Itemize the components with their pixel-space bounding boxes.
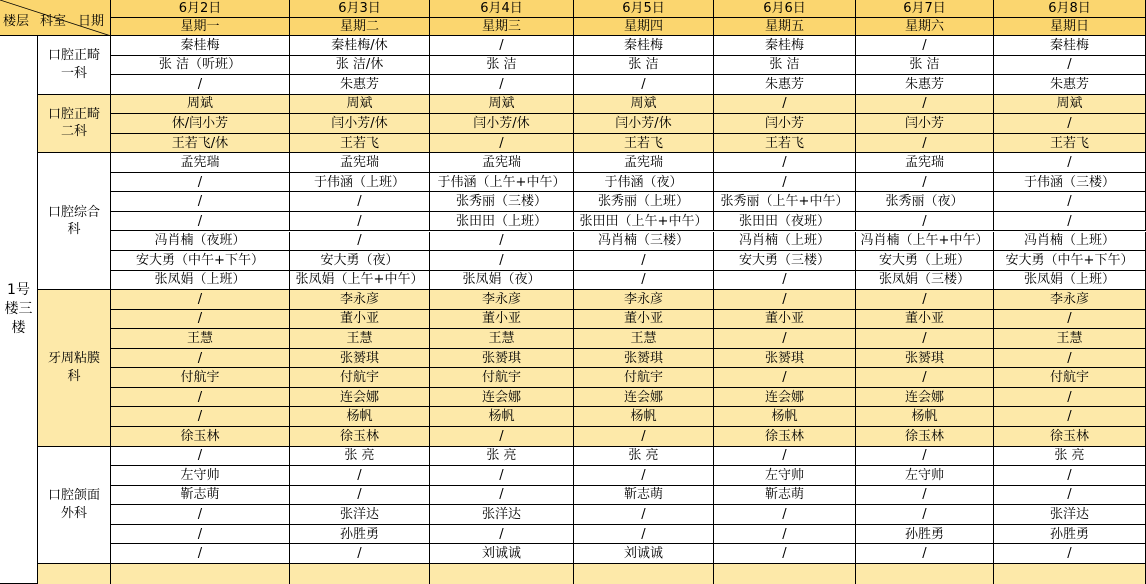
bottom-strip	[994, 564, 1146, 584]
shift-cell: 张洋达	[994, 505, 1146, 525]
shift-cell: /	[111, 192, 290, 212]
bottom-strip	[714, 564, 856, 584]
shift-cell: 徐玉林	[111, 427, 290, 447]
shift-cell: 张 亮	[994, 447, 1146, 467]
bottom-strip	[430, 564, 574, 584]
weekday-header: 星期五	[714, 18, 856, 36]
shift-cell: 朱惠芳	[290, 75, 430, 95]
shift-cell: /	[111, 505, 290, 525]
shift-cell: /	[994, 192, 1146, 212]
shift-cell: 张 洁（听班）	[111, 56, 290, 76]
shift-cell: 冯肖楠（三楼）	[574, 232, 714, 252]
shift-cell: 秦桂梅	[574, 36, 714, 56]
shift-cell: 闫小芳/休	[574, 114, 714, 134]
shift-cell: 张田田（夜班）	[714, 212, 856, 232]
shift-cell: 张 亮	[430, 447, 574, 467]
shift-cell: /	[714, 505, 856, 525]
shift-cell: /	[574, 251, 714, 271]
floor-label: 1号楼三楼	[0, 36, 38, 584]
shift-cell: 董小亚	[714, 310, 856, 330]
department-name: 口腔正畸一科	[38, 36, 111, 95]
shift-cell: /	[574, 505, 714, 525]
shift-cell: /	[430, 232, 574, 252]
shift-cell: 王若飞	[994, 134, 1146, 154]
shift-cell: 徐玉林	[994, 427, 1146, 447]
shift-cell: /	[856, 368, 994, 388]
shift-cell: 安大勇（中午+下午）	[994, 251, 1146, 271]
shift-cell: 张秀丽（上班）	[574, 192, 714, 212]
shift-cell: 孟宪瑞	[430, 153, 574, 173]
shift-cell: 张 洁	[574, 56, 714, 76]
shift-cell: 刘诚诚	[574, 544, 714, 564]
shift-cell: 董小亚	[290, 310, 430, 330]
bottom-strip	[38, 564, 111, 584]
shift-cell: 秦桂梅/休	[290, 36, 430, 56]
shift-cell: 王若飞	[290, 134, 430, 154]
shift-cell: 于伟涵（上午+中午）	[430, 173, 574, 193]
shift-cell: 周斌	[430, 95, 574, 115]
shift-cell: /	[856, 486, 994, 506]
shift-cell: 冯肖楠（上班）	[714, 232, 856, 252]
shift-cell: /	[994, 56, 1146, 76]
shift-cell: /	[574, 271, 714, 291]
shift-cell: 张秀丽（三楼）	[430, 192, 574, 212]
shift-cell: /	[994, 388, 1146, 408]
bottom-strip	[856, 564, 994, 584]
shift-cell: /	[994, 544, 1146, 564]
shift-cell: /	[574, 75, 714, 95]
shift-cell: 冯肖楠（上午+中午）	[856, 232, 994, 252]
shift-cell: 杨帆	[856, 407, 994, 427]
shift-cell: /	[430, 486, 574, 506]
shift-cell: /	[994, 486, 1146, 506]
shift-cell: /	[994, 407, 1146, 427]
date-header: 6月8日	[994, 0, 1146, 18]
shift-cell: /	[290, 544, 430, 564]
shift-cell: 李永彦	[430, 290, 574, 310]
shift-cell: /	[430, 75, 574, 95]
shift-cell: /	[111, 212, 290, 232]
shift-cell: /	[430, 525, 574, 545]
date-header: 6月7日	[856, 0, 994, 18]
shift-cell: 张秀丽（夜）	[856, 192, 994, 212]
shift-cell: /	[856, 95, 994, 115]
shift-cell: 张 洁	[856, 56, 994, 76]
department-name: 口腔综合科	[38, 153, 111, 290]
shift-cell: 李永彦	[574, 290, 714, 310]
shift-cell: /	[714, 525, 856, 545]
shift-cell: /	[574, 427, 714, 447]
shift-cell: 张 洁/休	[290, 56, 430, 76]
shift-cell: 付航宇	[994, 368, 1146, 388]
shift-cell: 朱惠芳	[994, 75, 1146, 95]
shift-cell: 闫小芳	[714, 114, 856, 134]
shift-cell: 王慧	[994, 329, 1146, 349]
shift-cell: 杨帆	[290, 407, 430, 427]
shift-cell: /	[111, 544, 290, 564]
shift-cell: 于伟涵（上班）	[290, 173, 430, 193]
shift-cell: 王若飞	[574, 134, 714, 154]
shift-cell: 张 洁	[430, 56, 574, 76]
shift-cell: 周斌	[111, 95, 290, 115]
bottom-strip	[111, 564, 290, 584]
shift-cell: 张凤娟（夜）	[430, 271, 574, 291]
shift-cell: 张凤娟（三楼）	[856, 271, 994, 291]
shift-cell: /	[714, 290, 856, 310]
shift-cell: /	[856, 134, 994, 154]
shift-cell: /	[856, 212, 994, 232]
date-header: 6月4日	[430, 0, 574, 18]
shift-cell: 左守帅	[111, 466, 290, 486]
shift-cell: 董小亚	[856, 310, 994, 330]
shift-cell: /	[430, 427, 574, 447]
shift-cell: /	[574, 525, 714, 545]
shift-cell: 付航宇	[574, 368, 714, 388]
shift-cell: /	[111, 388, 290, 408]
shift-cell: 闫小芳	[856, 114, 994, 134]
shift-cell: 靳志萌	[574, 486, 714, 506]
shift-cell: /	[714, 329, 856, 349]
shift-cell: /	[856, 447, 994, 467]
shift-cell: 张赟琪	[290, 349, 430, 369]
shift-cell: 董小亚	[430, 310, 574, 330]
department-name: 口腔正畸二科	[38, 95, 111, 154]
shift-cell: /	[856, 36, 994, 56]
shift-cell: 安大勇（夜）	[290, 251, 430, 271]
shift-cell: 张赟琪	[574, 349, 714, 369]
shift-cell: 杨帆	[574, 407, 714, 427]
shift-cell: 冯肖楠（上班）	[994, 232, 1146, 252]
shift-cell: 董小亚	[574, 310, 714, 330]
shift-cell: /	[111, 447, 290, 467]
bottom-strip	[290, 564, 430, 584]
shift-cell: /	[111, 290, 290, 310]
weekday-header: 星期四	[574, 18, 714, 36]
shift-cell: 秦桂梅	[714, 36, 856, 56]
shift-cell: 付航宇	[290, 368, 430, 388]
shift-cell: /	[856, 290, 994, 310]
shift-cell: 徐玉林	[290, 427, 430, 447]
shift-cell: /	[994, 153, 1146, 173]
shift-cell: 朱惠芳	[714, 75, 856, 95]
shift-cell: /	[714, 368, 856, 388]
shift-cell: 张田田（上午+中午）	[574, 212, 714, 232]
shift-cell: /	[994, 310, 1146, 330]
shift-cell: 连会娜	[714, 388, 856, 408]
shift-cell: 于伟涵（夜）	[574, 173, 714, 193]
corner-label: 科室	[40, 14, 67, 29]
corner-header	[0, 0, 111, 36]
shift-cell: 孟宪瑞	[856, 153, 994, 173]
weekday-header: 星期二	[290, 18, 430, 36]
shift-cell: 王若飞	[714, 134, 856, 154]
corner-label: 日期	[78, 14, 105, 29]
shift-cell: 周斌	[994, 95, 1146, 115]
shift-cell: 靳志萌	[714, 486, 856, 506]
department-name: 口腔颌面外科	[38, 447, 111, 564]
shift-cell: 秦桂梅	[111, 36, 290, 56]
shift-cell: 秦桂梅	[994, 36, 1146, 56]
bottom-strip	[574, 564, 714, 584]
shift-cell: 张洋达	[430, 505, 574, 525]
shift-cell: /	[994, 114, 1146, 134]
shift-cell: 张凤娟（上午+中午）	[290, 271, 430, 291]
shift-cell: /	[290, 466, 430, 486]
shift-cell: 王慧	[111, 329, 290, 349]
shift-cell: 闫小芳/休	[430, 114, 574, 134]
shift-cell: /	[111, 407, 290, 427]
weekday-header: 星期六	[856, 18, 994, 36]
weekday-header: 星期一	[111, 18, 290, 36]
shift-cell: 连会娜	[430, 388, 574, 408]
shift-cell: 张田田（上班）	[430, 212, 574, 232]
shift-cell: 连会娜	[574, 388, 714, 408]
shift-cell: 安大勇（中午+下午）	[111, 251, 290, 271]
shift-cell: /	[856, 329, 994, 349]
shift-cell: 张 亮	[574, 447, 714, 467]
shift-cell: /	[290, 192, 430, 212]
shift-cell: /	[856, 173, 994, 193]
shift-cell: 张赟琪	[856, 349, 994, 369]
shift-cell: 张 洁	[714, 56, 856, 76]
shift-cell: 孙胜勇	[994, 525, 1146, 545]
shift-cell: 刘诚诚	[430, 544, 574, 564]
shift-cell: 王慧	[574, 329, 714, 349]
shift-cell: 张凤娟（上班）	[111, 271, 290, 291]
shift-cell: 孟宪瑞	[290, 153, 430, 173]
shift-cell: 孟宪瑞	[574, 153, 714, 173]
shift-cell: 李永彦	[290, 290, 430, 310]
shift-cell: 张洋达	[290, 505, 430, 525]
shift-cell: 王慧	[430, 329, 574, 349]
shift-cell: 孟宪瑞	[111, 153, 290, 173]
weekday-header: 星期日	[994, 18, 1146, 36]
shift-cell: 徐玉林	[714, 427, 856, 447]
shift-cell: 左守帅	[856, 466, 994, 486]
shift-cell: 徐玉林	[856, 427, 994, 447]
shift-cell: 张秀丽（上午+中午）	[714, 192, 856, 212]
shift-cell: 休/闫小芳	[111, 114, 290, 134]
shift-cell: /	[856, 544, 994, 564]
shift-cell: /	[111, 310, 290, 330]
date-header: 6月6日	[714, 0, 856, 18]
shift-cell: 王慧	[290, 329, 430, 349]
shift-cell: 杨帆	[714, 407, 856, 427]
shift-cell: 于伟涵（三楼）	[994, 173, 1146, 193]
shift-cell: 张凤娟（上班）	[994, 271, 1146, 291]
shift-cell: /	[430, 251, 574, 271]
date-header: 6月5日	[574, 0, 714, 18]
shift-cell: /	[994, 466, 1146, 486]
shift-cell: /	[111, 525, 290, 545]
shift-cell: 周斌	[290, 95, 430, 115]
corner-label: 楼层	[3, 14, 30, 29]
shift-cell: /	[111, 349, 290, 369]
shift-cell: 周斌	[574, 95, 714, 115]
shift-cell: /	[714, 95, 856, 115]
date-header: 6月2日	[111, 0, 290, 18]
shift-cell: /	[430, 466, 574, 486]
shift-cell: 孙胜勇	[856, 525, 994, 545]
shift-cell: /	[111, 75, 290, 95]
shift-cell: /	[290, 486, 430, 506]
shift-cell: 孙胜勇	[290, 525, 430, 545]
shift-cell: 付航宇	[111, 368, 290, 388]
shift-cell: 连会娜	[856, 388, 994, 408]
shift-cell: /	[714, 153, 856, 173]
shift-cell: /	[430, 134, 574, 154]
shift-cell: /	[574, 466, 714, 486]
shift-cell: /	[111, 173, 290, 193]
date-header: 6月3日	[290, 0, 430, 18]
shift-cell: /	[856, 505, 994, 525]
shift-cell: 朱惠芳	[856, 75, 994, 95]
shift-cell: 左守帅	[714, 466, 856, 486]
shift-cell: /	[994, 349, 1146, 369]
department-name: 牙周粘膜科	[38, 290, 111, 446]
shift-cell: 李永彦	[994, 290, 1146, 310]
shift-cell: 张赟琪	[430, 349, 574, 369]
shift-cell: /	[430, 36, 574, 56]
shift-cell: 王若飞/休	[111, 134, 290, 154]
shift-cell: /	[994, 212, 1146, 232]
shift-cell: /	[714, 173, 856, 193]
shift-cell: 靳志萌	[111, 486, 290, 506]
shift-cell: 张赟琪	[714, 349, 856, 369]
shift-cell: /	[714, 447, 856, 467]
shift-cell: 安大勇（上班）	[856, 251, 994, 271]
shift-cell: /	[290, 232, 430, 252]
shift-cell: 闫小芳/休	[290, 114, 430, 134]
shift-cell: 连会娜	[290, 388, 430, 408]
weekday-header: 星期三	[430, 18, 574, 36]
shift-cell: /	[714, 544, 856, 564]
shift-cell: 付航宇	[430, 368, 574, 388]
shift-cell: 杨帆	[430, 407, 574, 427]
shift-cell: 张 亮	[290, 447, 430, 467]
shift-cell: 冯肖楠（夜班）	[111, 232, 290, 252]
shift-cell: 安大勇（三楼）	[714, 251, 856, 271]
shift-cell: /	[714, 271, 856, 291]
shift-cell: /	[290, 212, 430, 232]
